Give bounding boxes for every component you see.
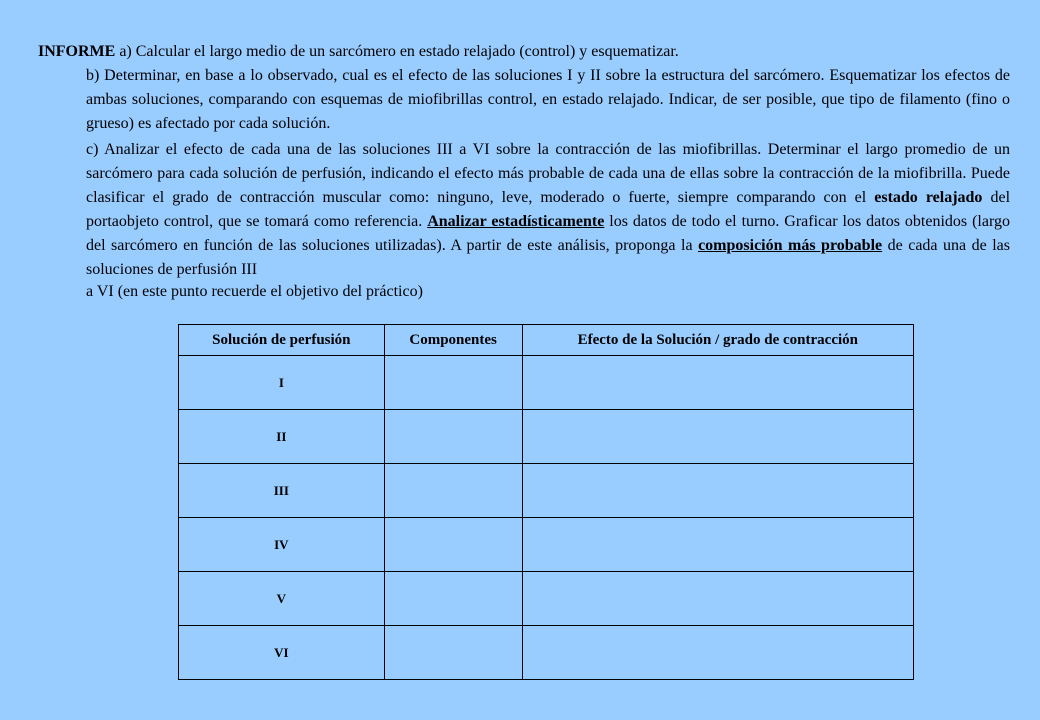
cell-components[interactable] <box>384 518 522 572</box>
header-effect: Efecto de la Solución / grado de contracción <box>522 325 913 356</box>
cell-effect[interactable] <box>522 410 913 464</box>
paragraph-c-text-1: c) Analizar el efecto de cada una de las soluciones III a VI sobre la contracción de las miofibrillas. Determinar el largo promedio de un sarcómero para cada solución de perfusión, indicando el efecto más probable de cada una de ellas sobre la contracción de la miofibrilla. Puede clasificar el grado de contracción muscular como: ninguno, leve, moderado o fuerte, siempre comparando con el <box>86 141 1010 206</box>
emphasis-composicion: composición más probable <box>698 237 883 254</box>
cell-effect[interactable] <box>522 572 913 626</box>
cell-components[interactable] <box>384 572 522 626</box>
table-row <box>179 518 914 572</box>
cell-solution: III <box>179 464 385 518</box>
cell-solution: II <box>179 410 385 464</box>
header-components: Componentes <box>384 325 522 356</box>
report-heading: INFORME <box>38 43 116 60</box>
cell-solution: I <box>179 356 385 410</box>
header-solution: Solución de perfusión <box>179 325 385 356</box>
emphasis-estado-relajado: estado relajado <box>874 189 983 206</box>
paragraph-a-text: a) Calcular el largo medio de un sarcómero en estado relajado (control) y esquematizar. <box>115 43 679 60</box>
table-row <box>179 572 914 626</box>
table-row <box>179 356 914 410</box>
paragraph-a <box>38 40 1010 64</box>
paragraph-c <box>86 138 1010 282</box>
cell-components[interactable] <box>384 356 522 410</box>
emphasis-analizar: Analizar estadísticamente <box>427 213 605 230</box>
paragraph-c-last-line: a VI (en este punto recuerde el objetivo del práctico) <box>86 283 423 300</box>
paragraph-c-text-3: los datos de todo el turno. Graficar los datos obtenidos (largo del sarcómero en función de las soluciones utilizadas). A partir de este análisis, proponga la <box>86 213 1010 254</box>
cell-components[interactable] <box>384 410 522 464</box>
cell-effect[interactable] <box>522 464 913 518</box>
paragraph-b: b) Determinar, en base a lo observado, cual es el efecto de las soluciones I y II sobre la estructura del sarcómero. Esquematizar los efectos de ambas soluciones, comparando con esquemas de miofibrillas control, en estado relajado. Indicar, de ser posible, que tipo de filamento (fino o grueso) es afectado por cada solución. <box>86 67 1010 132</box>
table-row <box>179 410 914 464</box>
table-row <box>179 626 914 680</box>
solutions-table <box>178 324 914 680</box>
cell-components[interactable] <box>384 626 522 680</box>
paragraph-c-text-2: del portaobjeto control, que se tomará como referencia. <box>86 189 1011 230</box>
table-row <box>179 464 914 518</box>
cell-solution: IV <box>179 518 385 572</box>
cell-effect[interactable] <box>522 626 913 680</box>
cell-effect[interactable] <box>522 356 913 410</box>
cell-solution: V <box>179 572 385 626</box>
table-header-row <box>179 325 914 356</box>
cell-components[interactable] <box>384 464 522 518</box>
paragraph-c-text-4: de cada una de las soluciones de perfusión III <box>86 237 1010 278</box>
cell-solution: VI <box>179 626 385 680</box>
report-text <box>38 40 1011 300</box>
cell-effect[interactable] <box>522 518 913 572</box>
